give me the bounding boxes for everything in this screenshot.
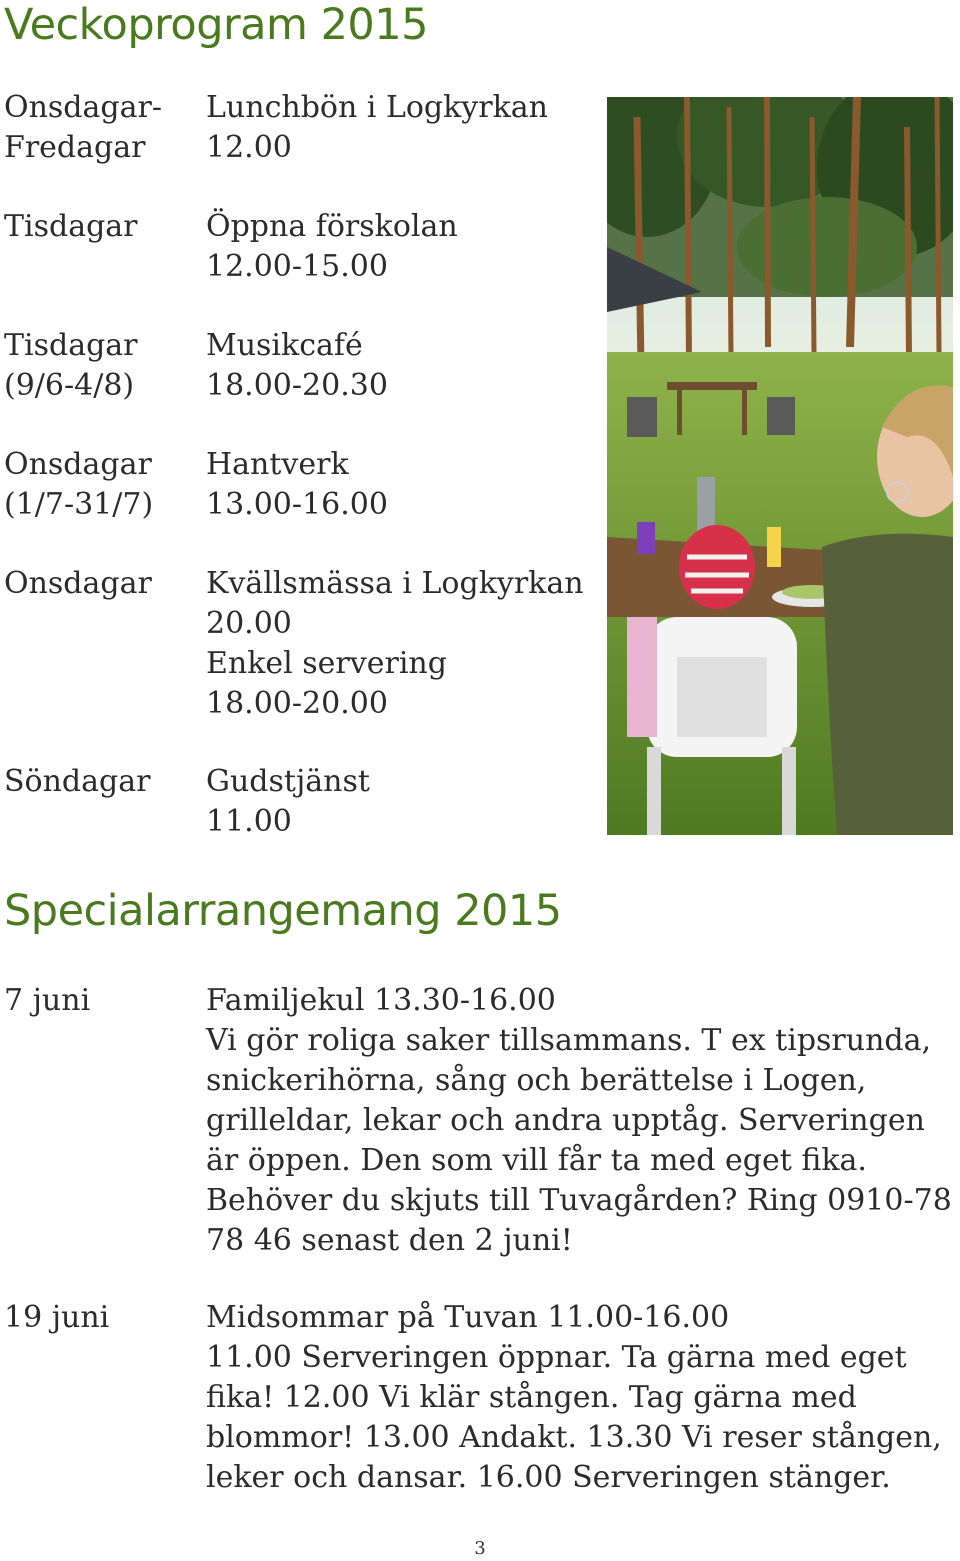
day-line: Tisdagar (4, 328, 138, 363)
day-line: Onsdagar (4, 447, 152, 482)
event-text: 11.00 Serveringen öppnar. Ta gärna med eget fika! 12.00 Vi klär stången. Tag gärna med blommor! 13.00 Andakt. 13.30 Vi reser stången, leker och dansar. 16.00 Serveringen stänger. (206, 1340, 942, 1495)
weekly-day (4, 445, 194, 525)
weekly-day (4, 88, 194, 168)
day-line: (9/6-4/8) (4, 368, 135, 403)
day-line: Tisdagar (4, 209, 138, 244)
activity-line: Musikcafé (206, 328, 363, 363)
activity-line: Öppna förskolan (206, 209, 458, 244)
event-heading: Midsommar på Tuvan 11.00-16.00 (206, 1300, 730, 1335)
activity-line: 12.00-15.00 (206, 249, 388, 284)
weekly-activity (206, 762, 606, 842)
event-body (206, 981, 956, 1261)
day-line: Onsdagar- (4, 90, 162, 125)
special-title: Specialarrangemang 2015 (4, 886, 562, 936)
activity-line: 12.00 (206, 130, 292, 165)
activity-line: Gudstjänst (206, 764, 370, 799)
weekly-activity (206, 445, 606, 525)
activity-line: Lunchbön i Logkyrkan (206, 90, 548, 125)
day-line: Fredagar (4, 130, 146, 165)
day-line: Onsdagar (4, 566, 152, 601)
day-line: Söndagar (4, 764, 151, 799)
activity-line: Hantverk (206, 447, 349, 482)
activity-line: 18.00-20.30 (206, 368, 388, 403)
event-heading: Familjekul 13.30-16.00 (206, 983, 556, 1018)
page-number: 3 (474, 1538, 486, 1559)
weekly-activity (206, 564, 606, 724)
weekly-day (4, 326, 194, 406)
event-date: 19 juni (4, 1300, 110, 1335)
event-date: 7 juni (4, 983, 91, 1018)
weekly-day (4, 207, 194, 247)
weekly-activity (206, 326, 606, 406)
picnic-photo (607, 97, 953, 835)
activity-line: 20.00 (206, 606, 292, 641)
day-line: (1/7-31/7) (4, 487, 154, 522)
tree-canopy (607, 97, 953, 297)
weekly-day (4, 762, 194, 802)
event-text: Vi gör roliga saker tillsammans. T ex tipsrunda, snickerihörna, sång och berättelse i Logen, grilleldar, lekar och andra upptåg. Serveringen är öppen. Den som vill får ta med eget fika. Behöver du skjuts till Tuvagården? Ring 0910-78 78 46 senast den 2 juni! (206, 1023, 952, 1258)
activity-line: Enkel servering (206, 646, 447, 681)
activity-line: 18.00-20.00 (206, 686, 388, 721)
weekly-activity (206, 88, 606, 168)
activity-line: 11.00 (206, 804, 292, 839)
weekly-day (4, 564, 194, 604)
activity-line: 13.00-16.00 (206, 487, 388, 522)
event-body (206, 1298, 956, 1498)
weekly-title: Veckoprogram 2015 (4, 0, 428, 50)
activity-line: Kvällsmässa i Logkyrkan (206, 566, 584, 601)
weekly-activity (206, 207, 606, 287)
